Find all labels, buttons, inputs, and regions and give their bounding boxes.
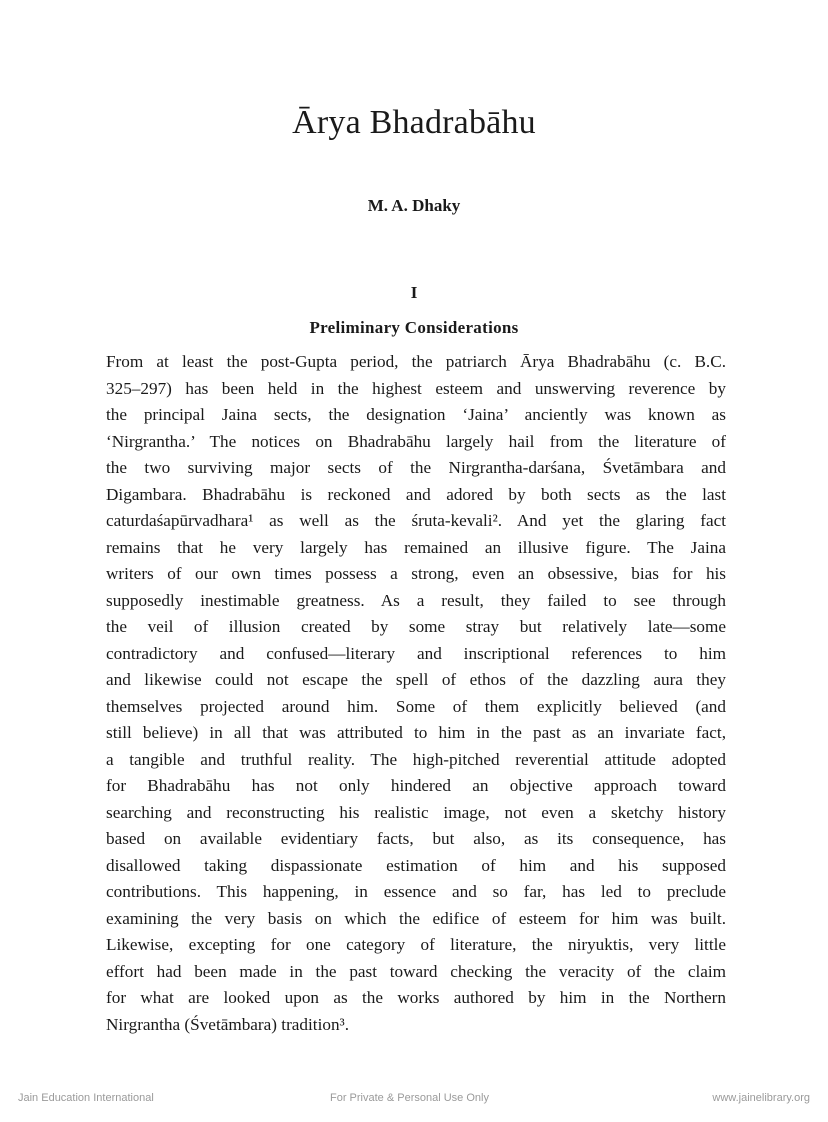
paragraph-line: ‘Nirgrantha.’ The notices on Bhadrabāhu largely hail from the literature of (106, 431, 726, 451)
paragraph-line: Likewise, excepting for one category of literature, the niryuktis, very little (106, 935, 726, 954)
page-footer (0, 1092, 828, 1108)
paragraph-line: Nirgrantha (Śvetāmbara) tradition³. (106, 1014, 349, 1034)
paragraph-line: effort had been made in the past toward checking the veracity of the claim (106, 961, 726, 981)
paragraph-line: From at least the post-Gupta period, the patriarch Ārya Bhadrabāhu (c. B.C. (106, 352, 726, 371)
paragraph-line: themselves projected around him. Some of them explicitly believed (and (106, 696, 726, 716)
paragraph-line: examining the very basis on which the edifice of esteem for him was built. (106, 908, 726, 928)
paragraph-line: and likewise could not escape the spell of ethos of the dazzling aura they (106, 670, 726, 689)
section-title: Preliminary Considerations (309, 318, 519, 337)
footer-website-link[interactable]: www.jainelibrary.org (712, 1092, 810, 1104)
article-author: M. A. Dhaky (367, 196, 461, 215)
paragraph-line: searching and reconstructing his realistic image, not even a sketchy history (106, 802, 726, 822)
paragraph-line: supposedly inestimable greatness. As a result, they failed to see through (106, 590, 726, 610)
paragraph-line: for Bhadrabāhu has not only hindered an objective approach toward (106, 776, 726, 795)
paragraph-line: for what are looked upon as the works authored by him in the Northern (106, 988, 726, 1007)
paragraph-line: writers of our own times possess a strong, even an obsessive, bias for his (106, 564, 726, 583)
section-number: I (410, 283, 418, 302)
paragraph-line: based on available evidentiary facts, but also, as its consequence, has (106, 829, 726, 848)
paragraph-line: the principal Jaina sects, the designation ‘Jaina’ anciently was known as (106, 405, 726, 424)
paragraph-line: remains that he very largely has remained an illusive figure. The Jaina (106, 537, 726, 557)
paragraph-line: 325–297) has been held in the highest esteem and unswerving reverence by (106, 378, 726, 398)
paragraph-line: the veil of illusion created by some stray but relatively late—some (106, 617, 726, 636)
footer-usage-note: For Private & Personal Use Only (330, 1092, 489, 1104)
paragraph-line: caturdaśapūrvadhara¹ as well as the śruta-kevali². And yet the glaring fact (106, 511, 726, 530)
paragraph-line: Digambara. Bhadrabāhu is reckoned and adored by both sects as the last (106, 484, 726, 504)
paragraph-line: disallowed taking dispassionate estimation of him and his supposed (106, 855, 726, 875)
body-paragraph (106, 349, 726, 1038)
footer-publisher: Jain Education International (18, 1092, 154, 1104)
paragraph-line: the two surviving major sects of the Nirgrantha-darśana, Śvetāmbara and (106, 458, 726, 477)
paragraph-line: a tangible and truthful reality. The high-pitched reverential attitude adopted (106, 749, 726, 769)
paragraph-line: contributions. This happening, in essence and so far, has led to preclude (106, 882, 726, 901)
paragraph-line: still believe) in all that was attributed to him in the past as an invariate fact, (106, 723, 726, 742)
paragraph-line: contradictory and confused—literary and inscriptional references to him (106, 643, 726, 663)
article-title: Ārya Bhadrabāhu (292, 104, 536, 141)
